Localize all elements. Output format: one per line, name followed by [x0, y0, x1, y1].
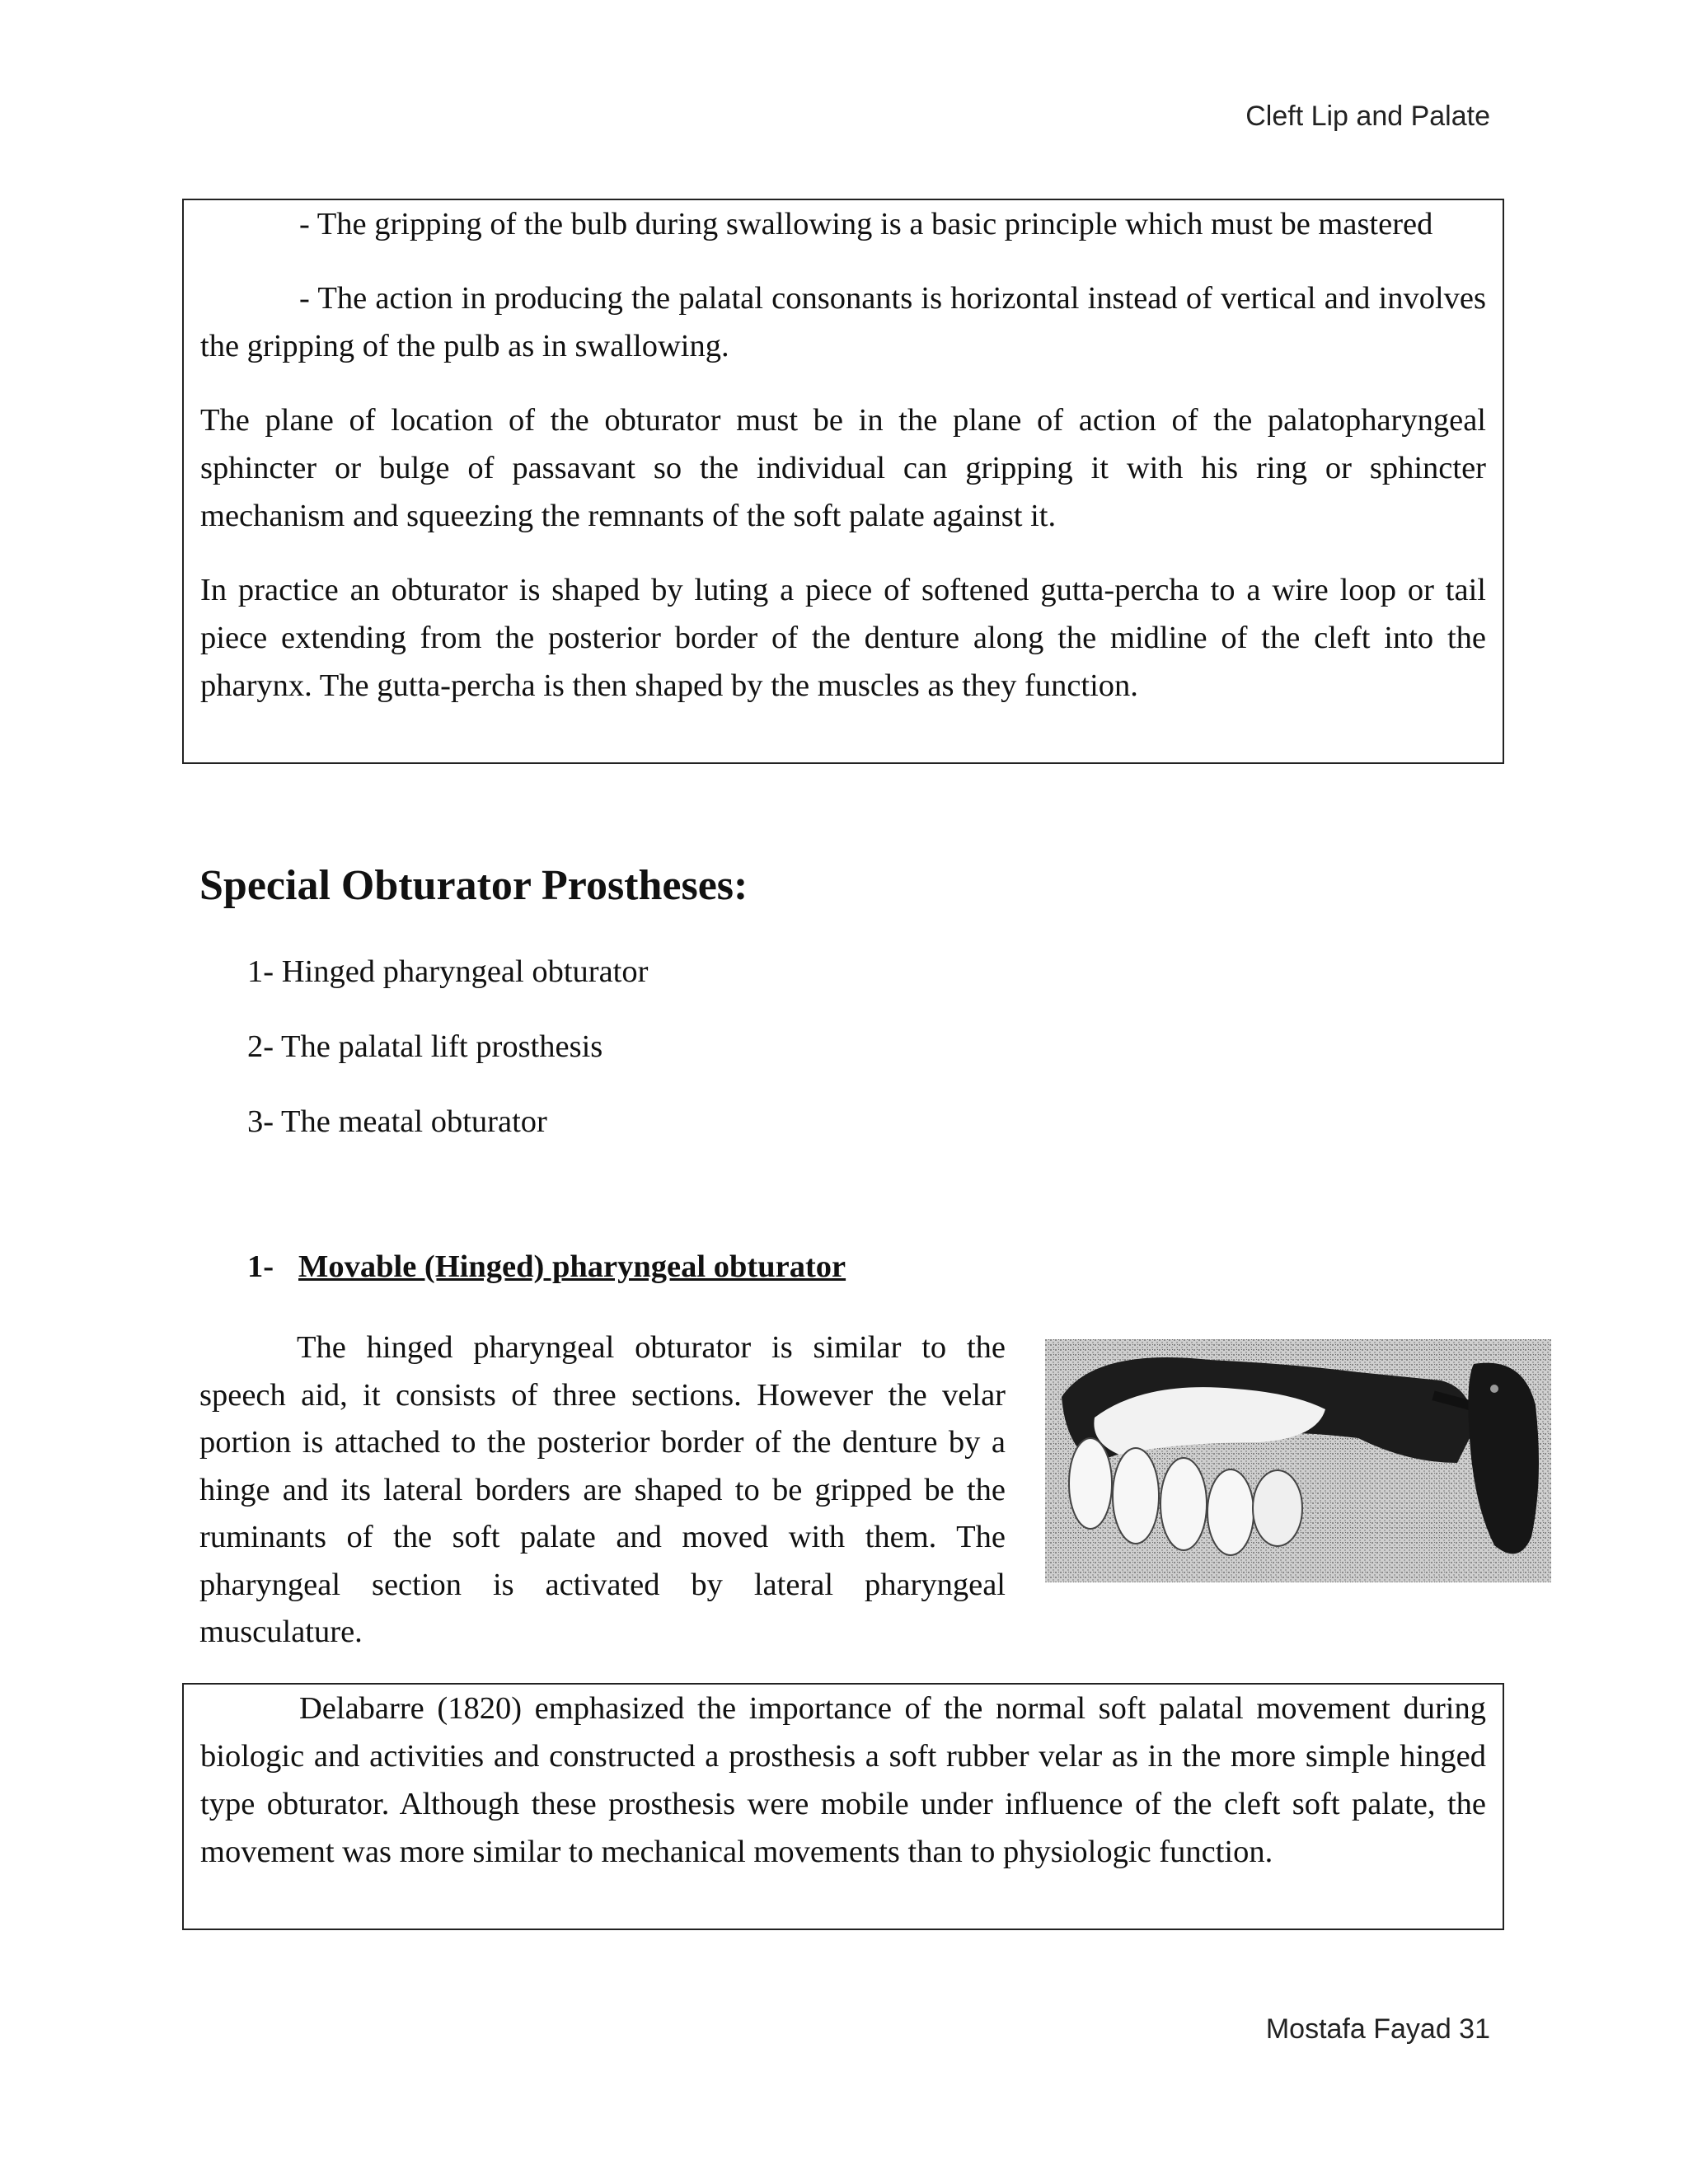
notes-box-top	[182, 199, 1504, 764]
notes-box-bottom: Delabarre (1820) emphasized the importance of the normal soft palatal movement during biologic and activities and constructed a prosthesis a soft rubber velar as in the more simple hinged type obturator. Although these prosthesis were mobile under influence of the cleft soft palate, the movement was more similar to mechanical movements than to physiologic function.	[182, 1683, 1504, 1930]
subsection-number: 1-	[247, 1249, 274, 1284]
subsection-title: Movable (Hinged) pharyngeal obturator	[298, 1249, 846, 1284]
box1-paragraph-4: In practice an obturator is shaped by luting a piece of softened gutta-percha to a wire loop or tail piece extending from the posterior border of the denture along the midline of the cleft into the pharynx. The gutta-percha is then shaped by the muscles as they function.	[200, 573, 1486, 703]
section-title: Special Obturator Prostheses:	[199, 862, 748, 909]
list-item: 3- The meatal obturator	[247, 1104, 547, 1139]
prostheses-list	[247, 948, 648, 1173]
running-header: Cleft Lip and Palate	[1245, 101, 1490, 132]
box1-paragraph-3: The plane of location of the obturator must be in the plane of action of the palatopharyngeal sphincter or bulge of passavant so the individual can gripping it with his ring or sphincter mechanism and squeezing the remnants of the soft palate against it.	[200, 403, 1486, 533]
hinged-description: The hinged pharyngeal obturator is similar to the speech aid, it consists of three sections. However the velar portion is attached to the posterior border of the denture by a hinge and its lateral borders are shaped to be gripped be the ruminants of the soft palate and moved with them. The pharyngeal section is activated by lateral pharyngeal musculature.	[199, 1330, 1006, 1649]
box1-paragraph-1: - The gripping of the bulb during swallowing is a basic principle which must be mastered	[299, 207, 1433, 241]
subsection-heading	[247, 1249, 846, 1285]
page-footer: Mostafa Fayad 31	[1265, 2013, 1490, 2045]
obturator-photo	[1045, 1339, 1551, 1582]
list-item: 2- The palatal lift prosthesis	[247, 1029, 603, 1064]
list-item: 1- Hinged pharyngeal obturator	[247, 954, 649, 989]
box1-paragraph-2: - The action in producing the palatal consonants is horizontal instead of vertical and involves the gripping of the pulb as in swallowing.	[200, 281, 1486, 363]
